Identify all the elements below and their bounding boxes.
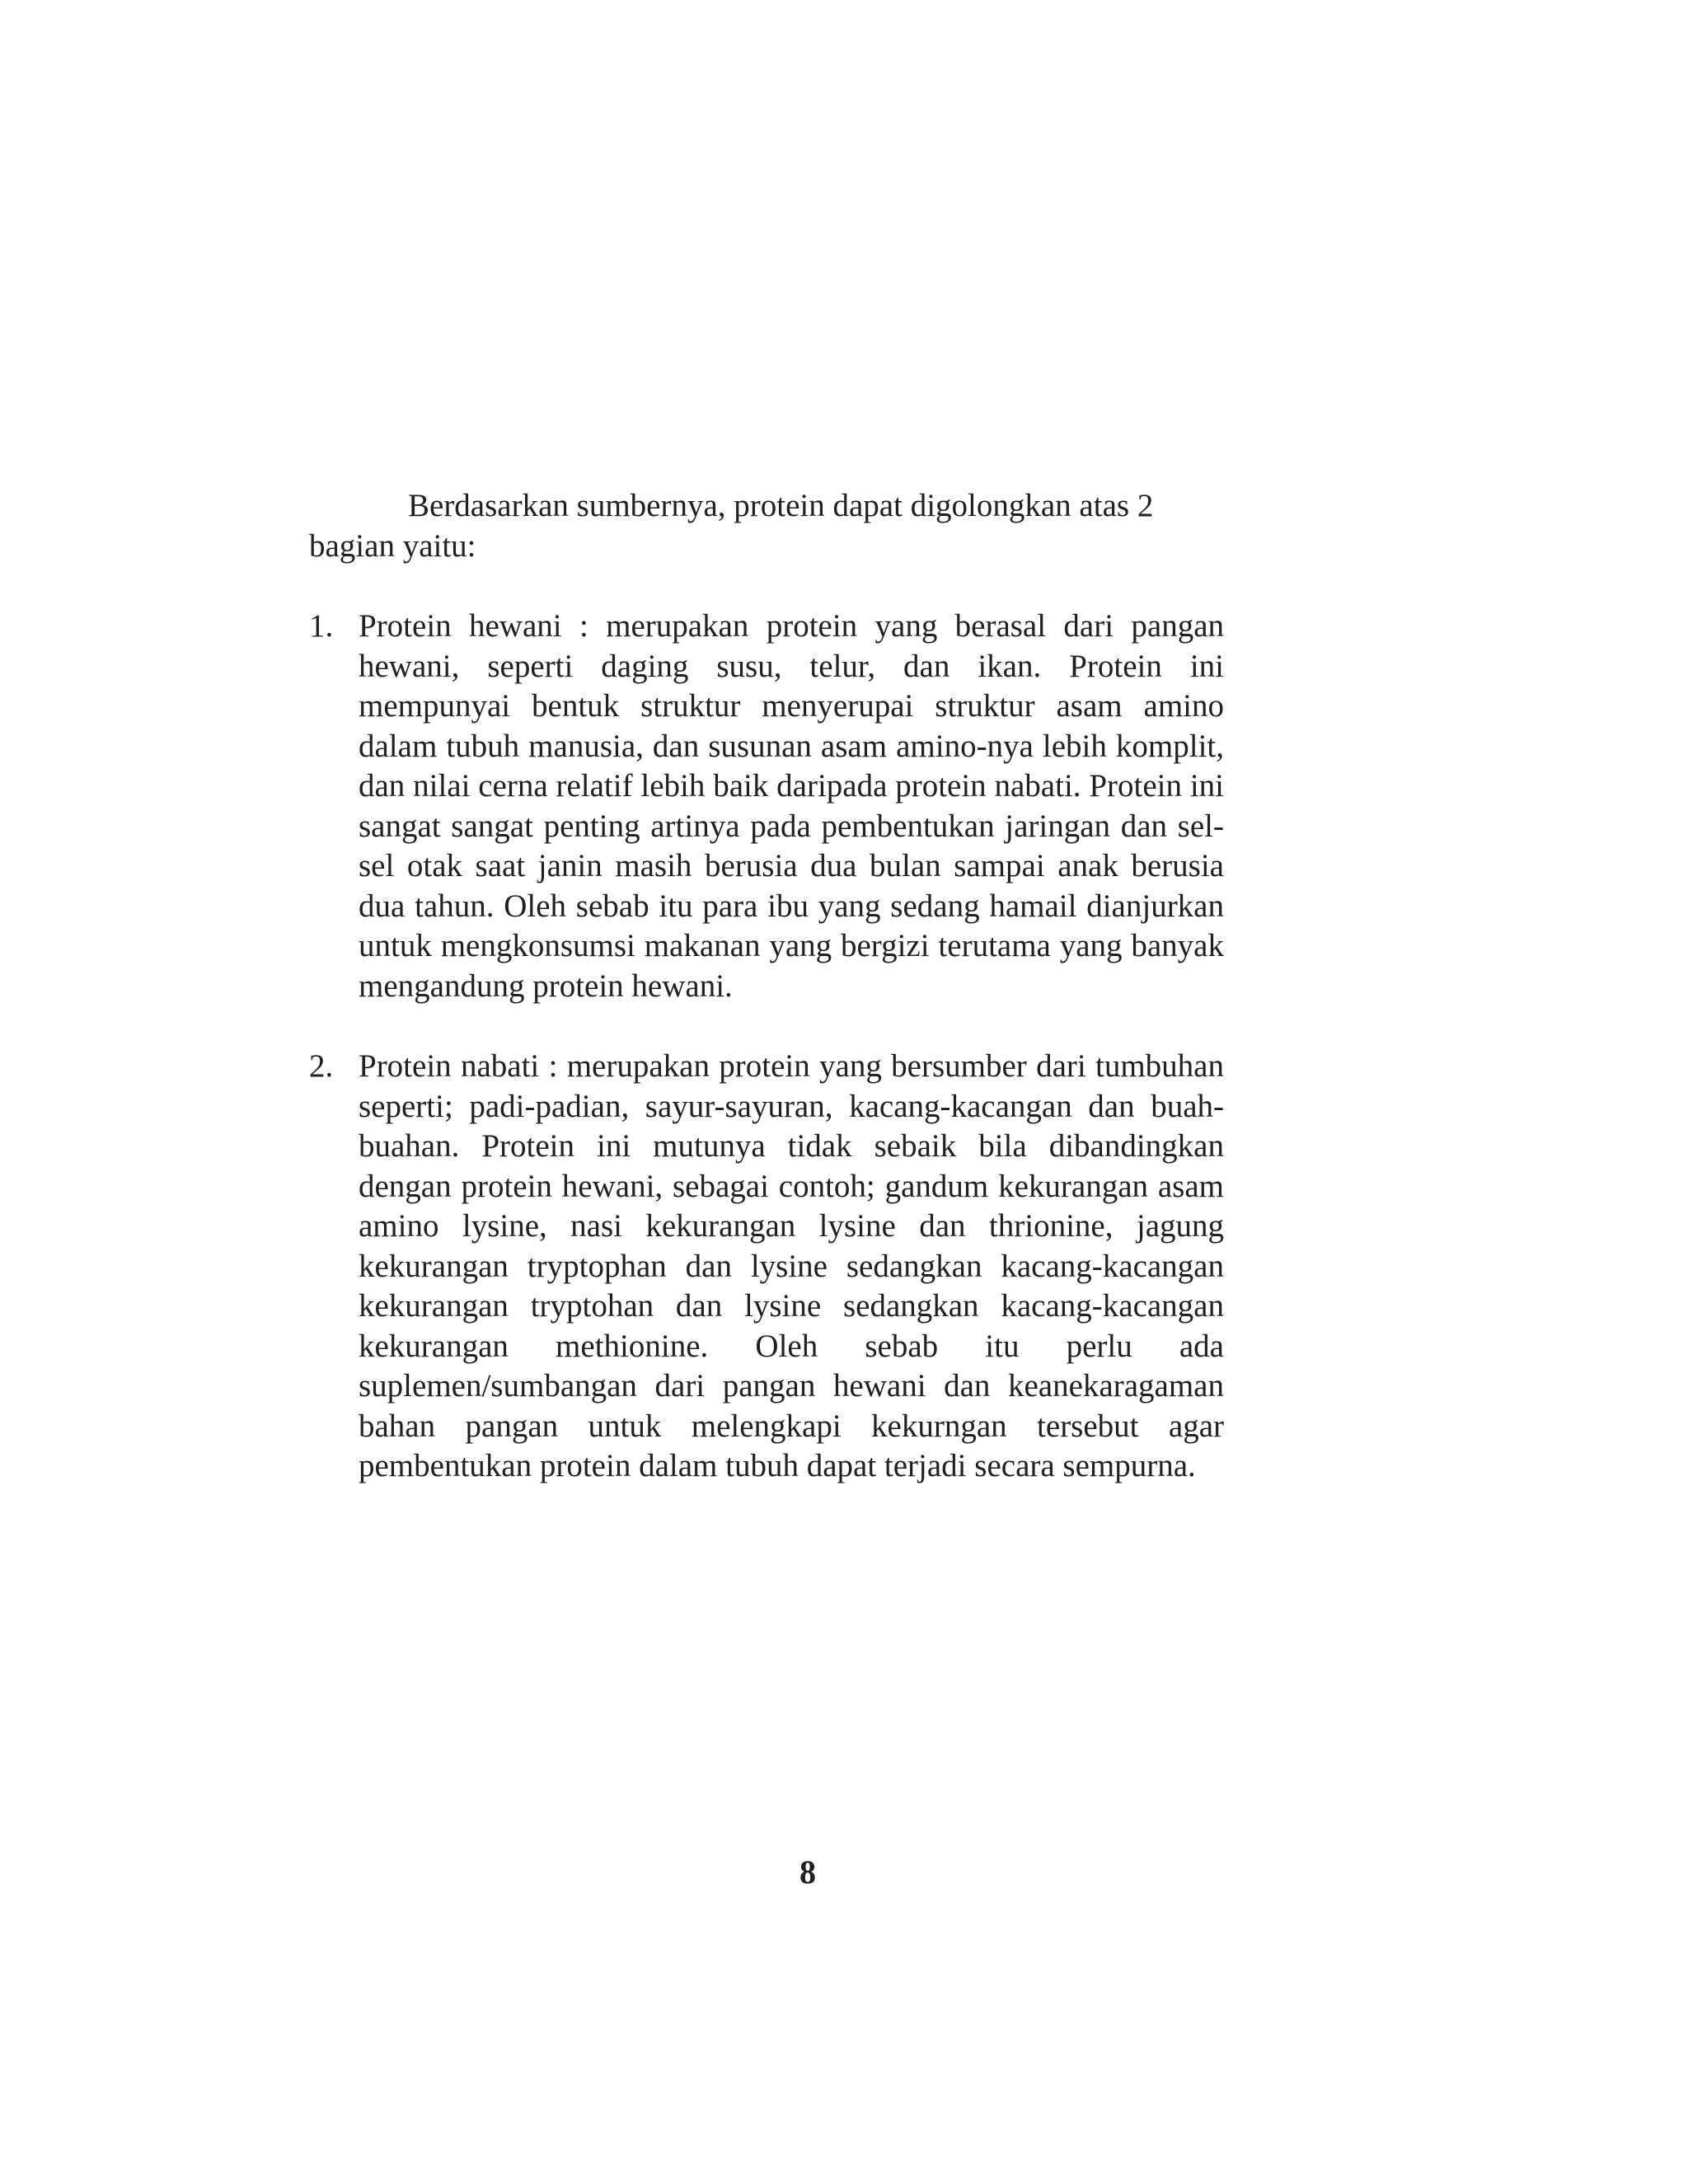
body-text [309,486,1224,1487]
list-item-text: Protein hewani : merupakan protein yang berasal dari pangan hewani, seperti daging susu, telur, dan ikan. Protein ini mempunyai bentuk struktur menyerupai struktur asam amino dalam tubuh manusia, dan susunan asam amino-nya lebih komplit, dan nilai cerna relatif lebih baik daripada protein nabati. Protein ini sangat sangat penting artinya pada pembentukan jaringan dan sel-sel otak saat janin masih berusia dua bulan sampai anak berusia dua tahun. Oleh sebab itu para ibu yang sedang hamail dianjurkan untuk mengkonsumsi makanan yang bergizi terutama yang banyak mengandung protein hewani. [359,608,1224,1004]
intro-paragraph: Berdasarkan sumbernya, protein dapat digolongkan atas 2 bagian yaitu: [309,488,1154,564]
page-number: 8 [799,1854,816,1891]
list-item-number: 2. [309,1048,334,1084]
protein-source-list [309,607,1224,1487]
list-item [309,607,1224,1006]
list-item-text: Protein nabati : merupakan protein yang bersumber dari tumbuhan seperti; padi-padian, sayur-sayuran, kacang-kacangan dan buah-buahan. Protein ini mutunya tidak sebaik bila dibandingkan dengan protein hewani, sebagai contoh; gandum kekurangan asam amino lysine, nasi kekurangan lysine dan thrionine, jagung kekurangan tryptophan dan lysine sedangkan kacang-kacangan kekurangan tryptohan dan lysine sedangkan kacang-kacangan kekurangan methionine. Oleh sebab itu perlu ada suplemen/sumbangan dari pangan hewani dan keanekaragaman bahan pangan untuk melengkapi kekurngan tersebut agar pembentukan protein dalam tubuh dapat terjadi secara sempurna. [359,1048,1224,1483]
list-item [309,1047,1224,1487]
list-item-number: 1. [309,608,334,644]
